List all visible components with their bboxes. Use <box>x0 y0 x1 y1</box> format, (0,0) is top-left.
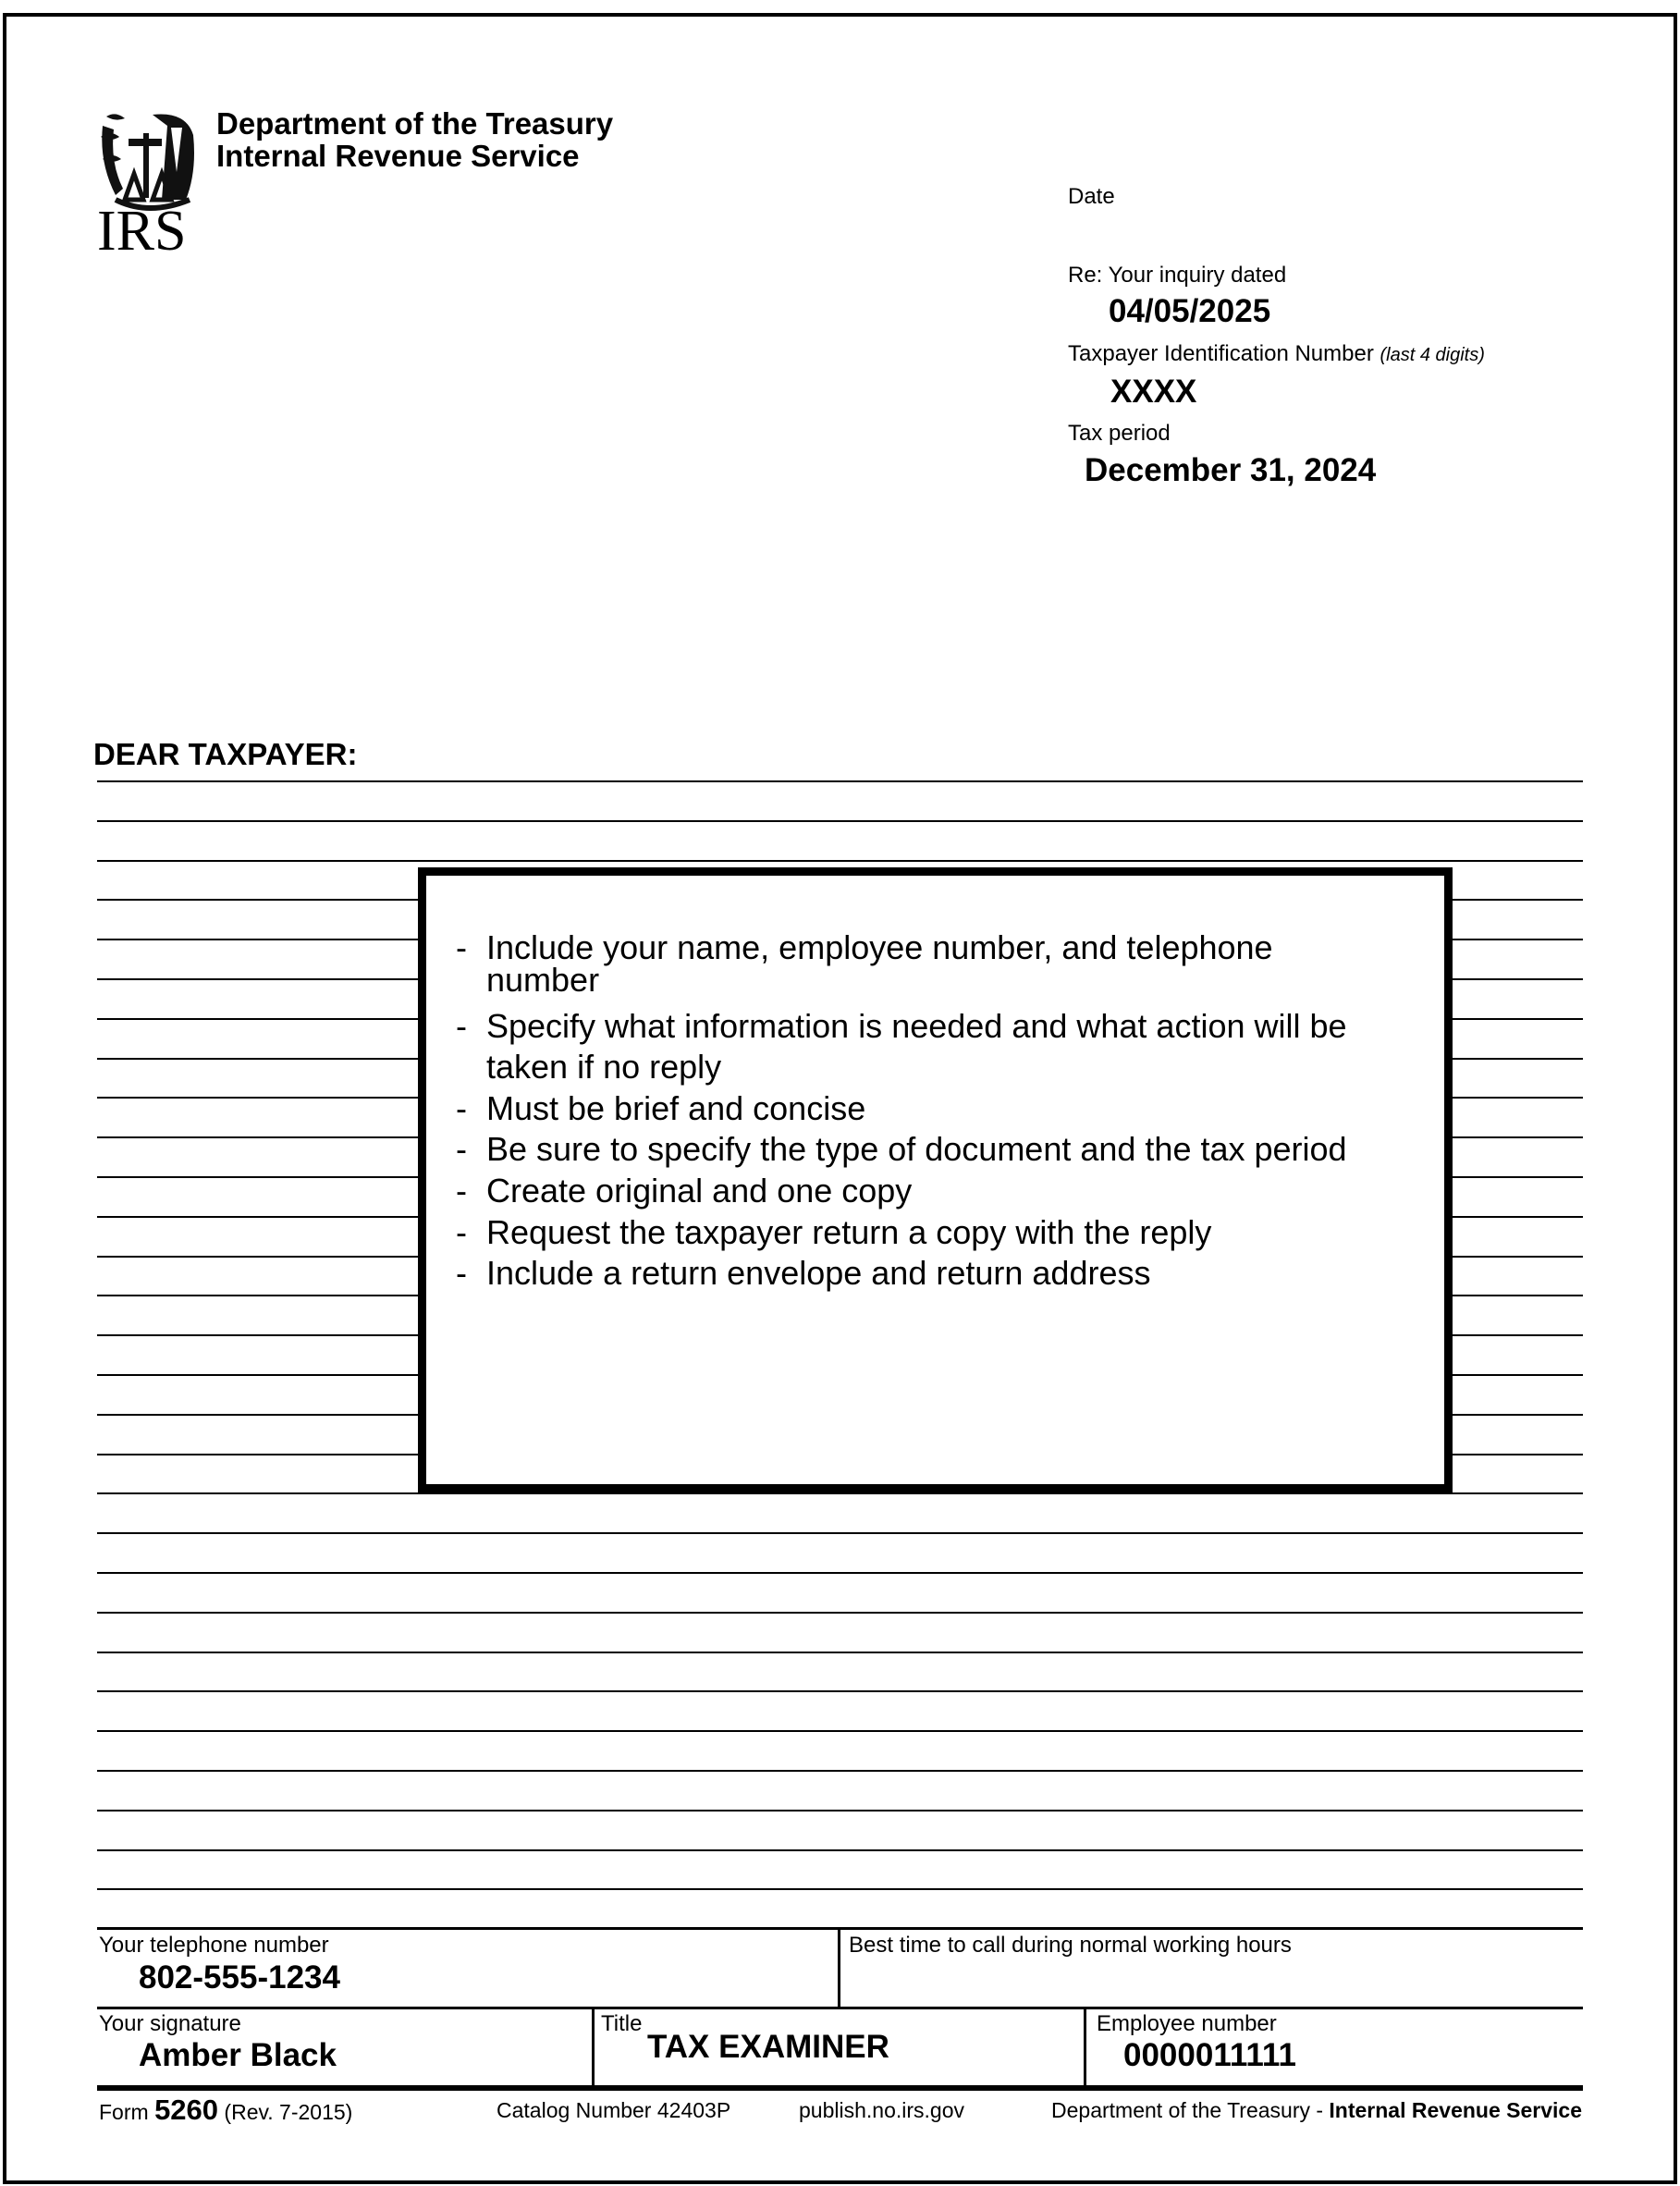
form-id <box>99 2094 353 2126</box>
instructions-box <box>418 867 1453 1492</box>
writing-line <box>97 1770 1583 1772</box>
divider <box>592 2008 595 2086</box>
writing-line <box>97 1690 1583 1692</box>
instruction-item: number <box>486 961 600 999</box>
phone-label: Your telephone number <box>99 1933 329 1958</box>
tin-label-text: Taxpayer Identification Number <box>1068 341 1374 366</box>
footer-dept-bold: Internal Revenue Service <box>1329 2098 1582 2122</box>
writing-line <box>97 1810 1583 1811</box>
signature-value[interactable]: Amber Black <box>139 2037 337 2073</box>
employee-value[interactable]: 0000011111 <box>1123 2037 1296 2073</box>
title-value[interactable]: TAX EXAMINER <box>647 2029 889 2065</box>
instruction-item: taken if no reply <box>486 1048 722 1086</box>
best-time-label: Best time to call during normal working hours <box>849 1933 1292 1958</box>
writing-line <box>97 860 1583 862</box>
instruction-item: Must be brief and concise <box>486 1089 866 1127</box>
writing-line <box>97 1532 1583 1534</box>
date-label: Date <box>1068 184 1115 209</box>
writing-line <box>97 1572 1583 1574</box>
inquiry-label: Re: Your inquiry dated <box>1068 263 1287 288</box>
irs-logo-text: IRS <box>97 200 187 253</box>
writing-line <box>97 1612 1583 1614</box>
writing-line <box>97 1730 1583 1732</box>
form-prefix: Form <box>99 2100 149 2124</box>
writing-line <box>97 1652 1583 1653</box>
bullet-dash: - <box>456 1130 467 1168</box>
instruction-item: Create original and one copy <box>486 1172 913 1210</box>
bullet-dash: - <box>456 1089 467 1127</box>
writing-line <box>97 1849 1583 1851</box>
writing-line <box>97 820 1583 822</box>
form-number: 5260 <box>154 2094 219 2126</box>
agency-line1: Department of the Treasury <box>216 106 614 141</box>
writing-line <box>97 1492 1583 1494</box>
bullet-dash: - <box>456 1172 467 1210</box>
salutation: DEAR TAXPAYER: <box>93 737 358 771</box>
writing-line <box>97 780 1583 782</box>
bullet-dash: - <box>456 1254 467 1292</box>
footer-dept-text: Department of the Treasury - <box>1051 2098 1330 2122</box>
instruction-item: Specify what information is needed and what action will be <box>486 1007 1347 1045</box>
tin-note: (last 4 digits) <box>1380 345 1485 365</box>
instruction-item: Request the taxpayer return a copy with the reply <box>486 1213 1212 1251</box>
inquiry-date: 04/05/2025 <box>1109 293 1271 329</box>
instruction-item: Include a return envelope and return address <box>486 1254 1151 1292</box>
bullet-dash: - <box>456 928 467 966</box>
instruction-item: Be sure to specify the type of document and the tax period <box>486 1130 1347 1168</box>
catalog-number: Catalog Number 42403P <box>497 2098 731 2122</box>
title-label: Title <box>601 2011 643 2036</box>
footer-dept <box>1051 2097 1582 2123</box>
tin-value: XXXX <box>1110 374 1197 410</box>
tax-period-value: December 31, 2024 <box>1085 452 1377 488</box>
signature-label: Your signature <box>99 2011 241 2036</box>
phone-value[interactable]: 802-555-1234 <box>139 1959 340 1996</box>
tin-label <box>1068 341 1485 368</box>
footer-rule <box>97 2085 1583 2091</box>
agency-line2: Internal Revenue Service <box>216 139 580 173</box>
instruction-item: Include your name, employee number, and telephone <box>486 928 1273 966</box>
writing-line <box>97 1888 1583 1890</box>
bullet-dash: - <box>456 1213 467 1251</box>
divider <box>838 1929 840 2008</box>
tax-period-label: Tax period <box>1068 421 1171 446</box>
divider <box>1084 2008 1086 2086</box>
employee-label: Employee number <box>1097 2011 1277 2036</box>
form-revision: (Rev. 7-2015) <box>224 2100 353 2124</box>
irs-eagle-logo <box>97 107 201 253</box>
publish-site: publish.no.irs.gov <box>799 2098 964 2122</box>
bullet-dash: - <box>456 1007 467 1045</box>
